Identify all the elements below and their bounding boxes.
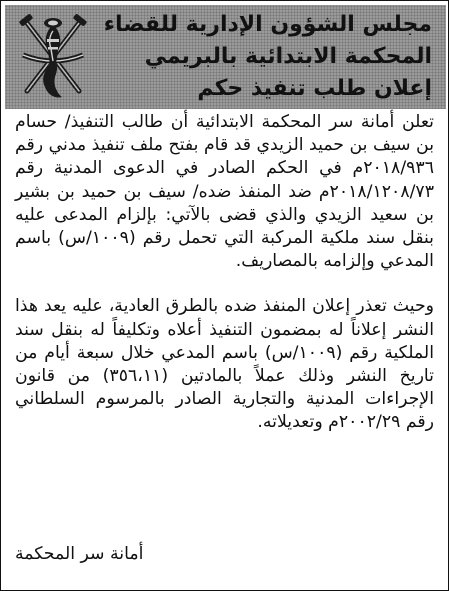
- header-titles: [93, 10, 446, 104]
- notice-paragraph-1: تعلن أمانة سر المحكمة الابتدائية أن طالب التنفيذ/ حسام بن سيف بن حميد الزيدي قد قام بفتح ملف تنفيذ مدني رقم ٢٠١٨/٩٣٦م في الحكم الصادر في الدعوى المدنية رقم ٢٠١٨/١٢٠٨/٧٣م ضد المنفذ ضده/ سيف بن حميد بن بشير بن سعيد الزيدي والذي قضى بالآتي: بإلزام المدعى عليه بنقل سند ملكية المركبة التي تحمل رقم (١٠٠٩/س) باسم المدعي وإلزامه بالمصاريف.: [15, 112, 434, 272]
- court-name: المحكمة الابتدائية بالبريمي: [144, 44, 432, 69]
- notice-title: إعلان طلب تنفيذ حكم: [197, 76, 432, 101]
- paragraph-spacer: [15, 273, 434, 295]
- notice-paragraph-2: وحيث تعذر إعلان المنفذ ضده بالطرق العادية، عليه يعد هذا النشر إعلاناً له بمضمون التنفيذ أعلاه وتكليفاً له بنقل سند الملكية رقم (١٠٠٩/س) باسم المدعي خلال سبعة أيام من تاريخ النشر وذلك عملاً بالمادتين (٣٥٦،١١) من قانون الإجراءات المدنية والتجارية الصادر بالمرسوم السلطاني رقم ٢٠٠٢/٢٩م وتعديلاته.: [15, 296, 434, 433]
- oman-national-emblem-icon: [13, 9, 93, 105]
- signature: أمانة سر المحكمة: [15, 544, 144, 564]
- notice-body: [15, 111, 434, 435]
- council-name: مجلس الشؤون الإدارية للقضاء: [103, 12, 432, 37]
- notice-header: [5, 5, 446, 109]
